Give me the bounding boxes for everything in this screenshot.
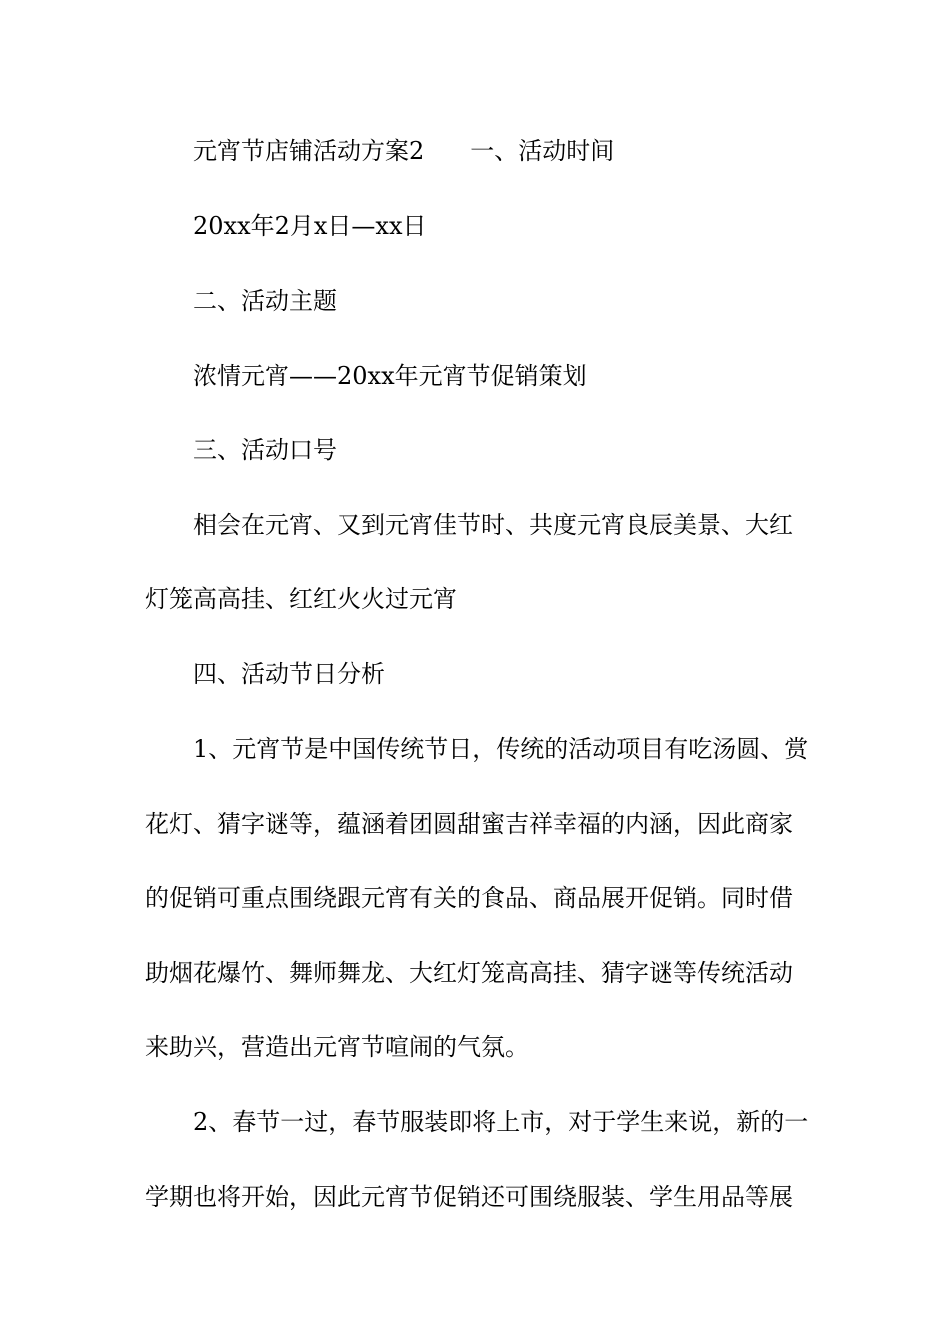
date-range: 20xx年2月x日—xx日: [193, 212, 427, 240]
slogan-line-2: 灯笼高高挂、红红火火过元宵: [145, 585, 457, 613]
paragraph2-line-2: 学期也将开始，因此元宵节促销还可围绕服装、学生用品等展: [145, 1183, 793, 1211]
section1-heading: 一、活动时间: [470, 137, 615, 165]
paragraph1-line-3: 的促销可重点围绕跟元宵有关的食品、商品展开促销。同时借: [145, 884, 793, 912]
theme-text: 浓情元宵——20xx年元宵节促销策划: [193, 362, 587, 390]
paragraph1-line-2: 花灯、猜字谜等，蕴涵着团圆甜蜜吉祥幸福的内涵，因此商家: [145, 810, 793, 838]
document-title: 元宵节店铺活动方案2: [193, 137, 425, 165]
section3-heading: 三、活动口号: [193, 436, 337, 464]
heading-line: [193, 136, 614, 166]
slogan-line-1: 相会在元宵、又到元宵佳节时、共度元宵良辰美景、大红: [193, 511, 793, 539]
paragraph1-line-4: 助烟花爆竹、舞师舞龙、大红灯笼高高挂、猜字谜等传统活动: [145, 959, 793, 987]
section2-heading: 二、活动主题: [193, 287, 337, 315]
paragraph1-line-1: 1、元宵节是中国传统节日，传统的活动项目有吃汤圆、赏: [193, 735, 809, 763]
section4-heading: 四、活动节日分析: [193, 660, 385, 688]
paragraph2-line-1: 2、春节一过，春节服装即将上市，对于学生来说，新的一: [193, 1108, 809, 1136]
paragraph1-line-5: 来助兴，营造出元宵节喧闹的气氛。: [145, 1033, 529, 1061]
